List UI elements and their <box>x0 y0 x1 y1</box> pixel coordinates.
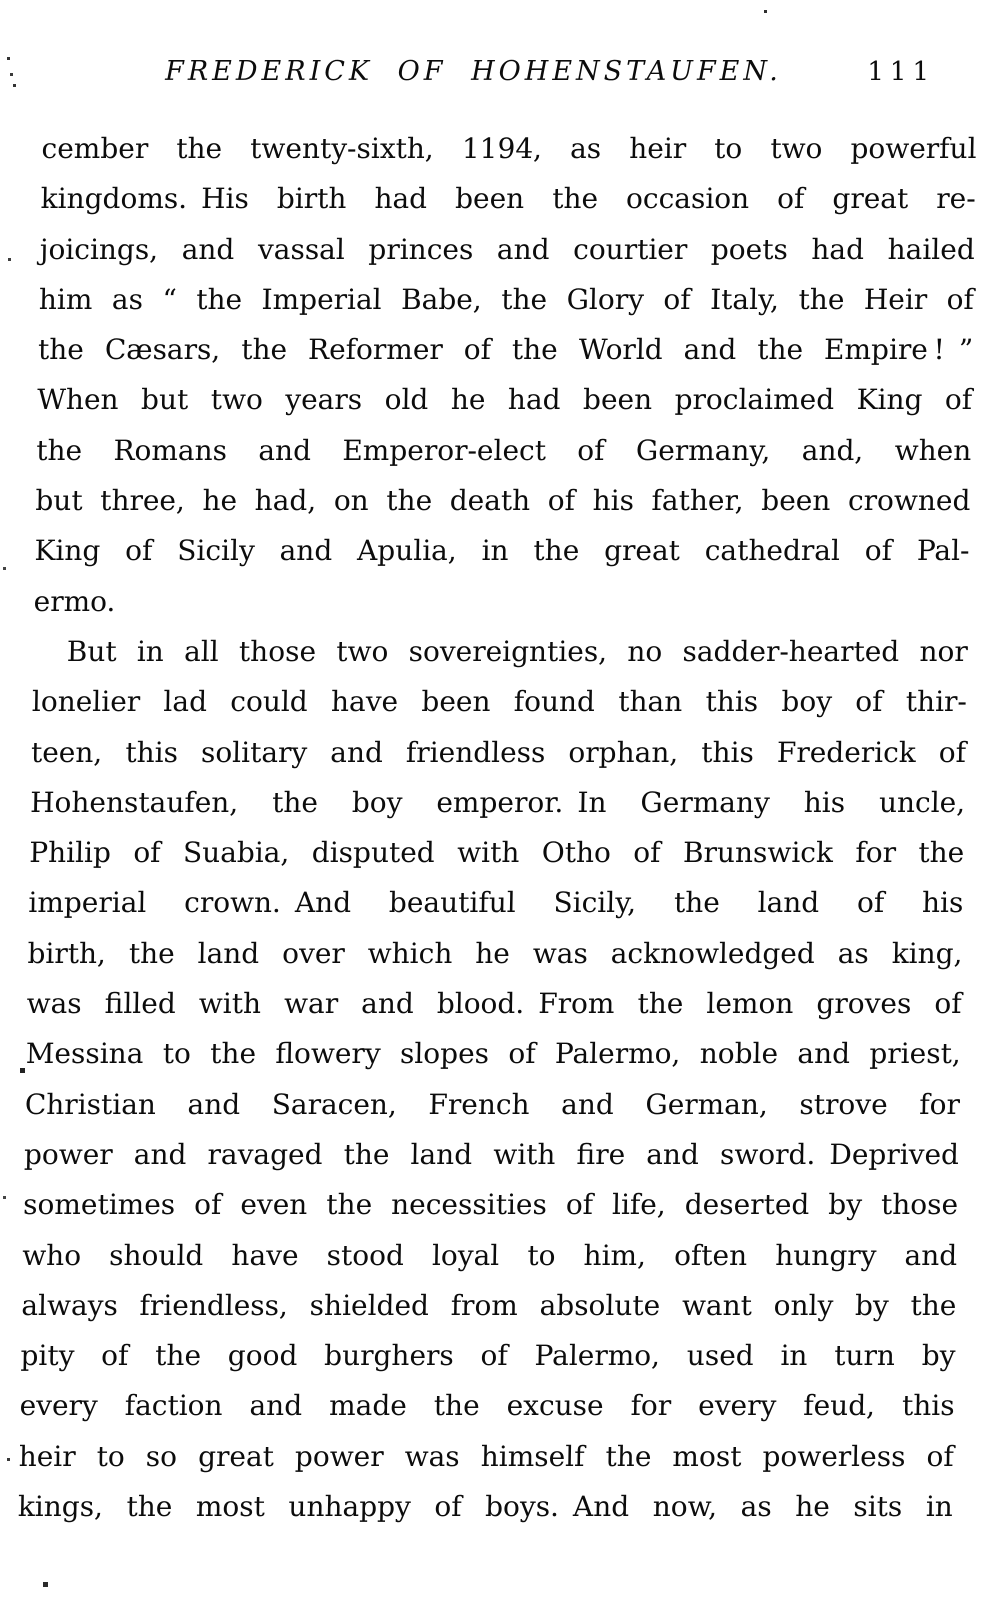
text-line: cember the twenty-sixth, 1194, as heir to two powerful <box>41 132 977 165</box>
running-header-title: FREDERICK OF HOHENSTAUFEN. <box>165 56 782 87</box>
page-body-text <box>17 124 977 1532</box>
text-line: kings, the most unhappy of boys. And now, as he sits in <box>17 1490 954 1524</box>
text-line: heir to so great power was himself the most powerless of <box>18 1439 955 1473</box>
text-line: every faction and made the excuse for every feud, this <box>19 1389 955 1423</box>
page-number: 111 <box>867 57 935 87</box>
text-line: But in all those two sovereignties, no sadder-hearted nor <box>66 634 969 668</box>
scan-speck-noise <box>0 0 3 3</box>
text-line: Messina to the flowery slopes of Palermo, noble and priest, <box>25 1037 962 1071</box>
text-line: imperial crown. And beautiful Sicily, the land of his <box>28 886 964 920</box>
text-line: sometimes of even the necessities of life, deserted by those <box>22 1188 959 1222</box>
text-line: King of Sicily and Apulia, in the great cathedral of Pal- <box>34 534 970 568</box>
text-line: was filled with war and blood. From the lemon groves of <box>26 987 962 1021</box>
text-line: lonelier lad could have been found than this boy of thir- <box>31 685 968 719</box>
text-line: who should have stood loyal to him, often hungry and <box>21 1238 958 1272</box>
text-line: power and ravaged the land with fire and sword. Deprived <box>23 1137 960 1171</box>
text-line: the Romans and Emperor-elect of Germany, and, when <box>36 433 972 467</box>
text-line: but three, he had, on the death of his father, been crowned <box>35 484 971 518</box>
text-line: always friendless, shielded from absolute want only by the <box>21 1288 957 1322</box>
text-line: pity of the good burghers of Palermo, used in turn by <box>20 1339 956 1373</box>
text-line: the Cæsars, the Reformer of the World and the Empire ! ” <box>37 333 974 367</box>
text-line: birth, the land over which he was acknowledged as king, <box>27 936 963 970</box>
text-line: Christian and Saracen, French and German, strove for <box>24 1087 961 1121</box>
text-line: him as “ the Imperial Babe, the Glory of Italy, the Heir of <box>38 282 975 316</box>
text-line: ermo. <box>33 584 116 618</box>
text-line: Philip of Suabia, disputed with Otho of Brunswick for the <box>28 836 965 870</box>
text-line: When but two years old he had been proclaimed King of <box>36 383 973 417</box>
text-line: Hohenstaufen, the boy emperor. In Germany his uncle, <box>29 785 966 819</box>
running-header <box>0 56 1007 96</box>
text-line: joicings, and vassal princes and courtier poets had hailed <box>39 232 976 266</box>
text-line: teen, this solitary and friendless orphan, this Frederick of <box>30 735 967 769</box>
text-line: kingdoms. His birth had been the occasion of great re- <box>40 182 976 216</box>
